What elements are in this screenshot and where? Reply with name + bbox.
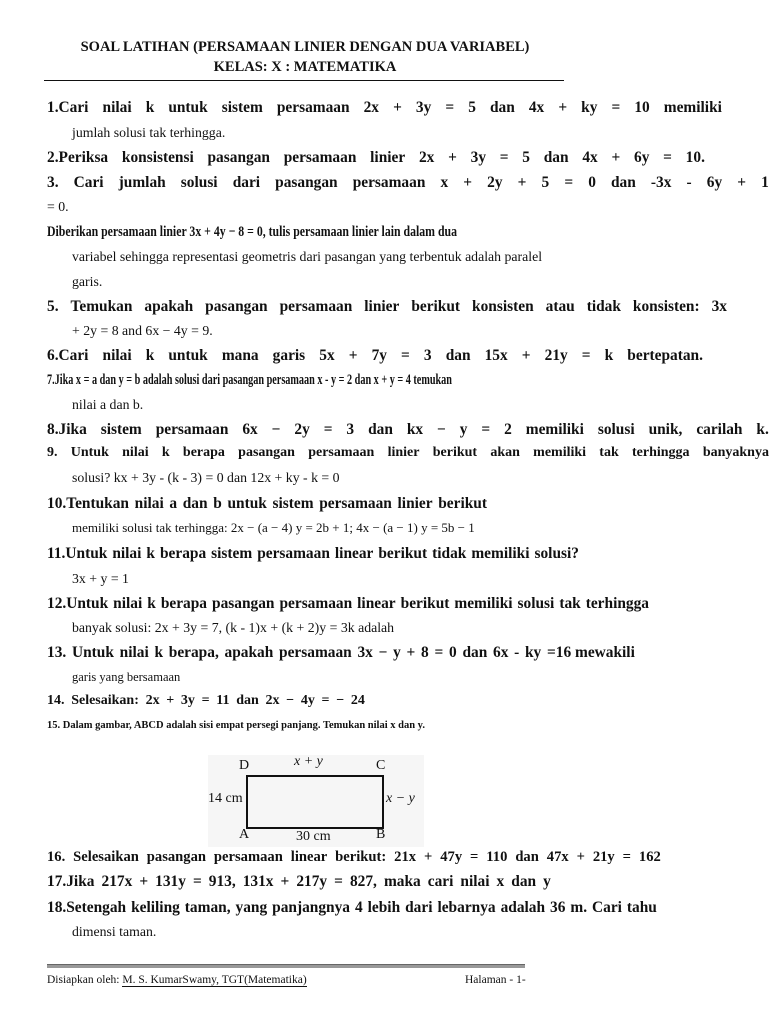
class-label: KELAS: X : MATEMATIKA xyxy=(213,59,397,75)
question-word: 7y xyxy=(371,347,387,364)
question-word: + xyxy=(393,99,402,116)
question-word: pasangan xyxy=(146,849,206,865)
footer-author: M. S. KumarSwamy, TGT(Matematika) xyxy=(122,974,307,986)
question-word: tak xyxy=(599,445,619,460)
question-word: Cari xyxy=(73,174,104,191)
question-word: = xyxy=(481,421,491,438)
question-word: 8.Jika xyxy=(47,421,87,438)
question-word: berapa xyxy=(160,595,208,612)
question-word: Untuk xyxy=(70,445,109,460)
question-word: bertepatan. xyxy=(627,347,703,364)
question-word: 11 xyxy=(216,693,230,708)
question-word: garis xyxy=(272,347,306,364)
question-word: cari xyxy=(427,873,454,890)
vertex-c-label: C xyxy=(376,758,386,773)
question-10-continued: memiliki solusi tak terhingga: 2x − (a − 4) y = 2b + 1; 4x − (a − 1) y = 5b − 1 xyxy=(72,520,475,535)
question-word: dan xyxy=(543,149,569,166)
question-word: dari xyxy=(405,899,433,916)
question-word: 21y xyxy=(592,849,615,865)
question-7-continued: nilai a dan b. xyxy=(72,397,144,412)
question-word: 2x xyxy=(145,693,160,708)
question-word: tahu xyxy=(626,899,657,916)
bottom-side-label: 30 cm xyxy=(296,829,331,844)
question-word: 14. xyxy=(47,693,65,708)
question-word: sistem xyxy=(221,99,263,116)
question-word: persamaan xyxy=(257,545,330,562)
question-word: 217x xyxy=(101,873,133,890)
question-word: = xyxy=(622,849,631,865)
question-word: lebih xyxy=(367,899,401,916)
question-word: berapa xyxy=(182,445,225,460)
question-word: linear xyxy=(290,849,328,865)
question-word: 24 xyxy=(350,693,365,708)
question-word: 3y xyxy=(470,149,487,166)
question-word: 913, xyxy=(208,873,236,890)
question-word: + xyxy=(280,873,290,890)
question-word: adalah xyxy=(500,899,546,916)
question-word: 6x xyxy=(493,644,509,661)
question-word: linier xyxy=(370,149,406,166)
question-word: Temukan xyxy=(70,298,133,315)
question-word: -3x xyxy=(650,174,672,191)
question-12 xyxy=(47,594,649,614)
question-word: berapa, xyxy=(168,644,219,661)
question-word: 36 xyxy=(550,899,566,916)
question-word: persamaan xyxy=(279,595,353,612)
question-word: 12.Untuk xyxy=(47,595,109,612)
question-1 xyxy=(47,98,722,118)
question-word: 21x xyxy=(394,849,417,865)
question-word: 6y xyxy=(706,174,723,191)
question-word: persamaan xyxy=(283,149,357,166)
question-word: nilai xyxy=(102,347,132,364)
question-word: konsistensi xyxy=(121,149,194,166)
question-word: y xyxy=(459,421,468,438)
question-word: dan xyxy=(489,99,515,116)
question-word: linier xyxy=(364,298,400,315)
top-side-label: x + y xyxy=(294,754,323,769)
question-word: unik, xyxy=(648,421,683,438)
question-word: banyaknya xyxy=(702,445,769,460)
question-word: = xyxy=(323,421,333,438)
question-word: 827, xyxy=(349,873,377,890)
question-word: dan xyxy=(462,644,488,661)
question-word: k xyxy=(147,595,156,612)
question-word: 110 xyxy=(486,849,508,865)
left-side-label: 14 cm xyxy=(208,791,243,806)
question-word: persamaan xyxy=(279,298,353,315)
question-word: + xyxy=(576,849,585,865)
question-word: persamaan xyxy=(279,644,352,661)
question-word: = xyxy=(192,873,202,890)
question-word: = xyxy=(564,174,574,191)
question-word: persamaan xyxy=(213,849,283,865)
question-word: = xyxy=(321,693,330,708)
rectangle-abcd xyxy=(246,775,384,829)
question-word: - xyxy=(686,174,692,191)
footer-page-number: Halaman - 1- xyxy=(465,974,526,986)
question-word: pasangan xyxy=(275,174,338,191)
question-word: 15x xyxy=(484,347,508,364)
question-word: 131x xyxy=(242,873,274,890)
question-4-continued-2: garis. xyxy=(72,274,103,289)
question-word: 4x xyxy=(528,99,545,116)
question-word: 5x xyxy=(319,347,335,364)
question-word: 9. xyxy=(47,445,58,460)
question-word: x xyxy=(496,873,505,890)
question-word: yang xyxy=(235,899,268,916)
question-word: 10. xyxy=(685,149,705,166)
question-word: − xyxy=(286,693,295,708)
question-6 xyxy=(47,346,703,366)
question-word: nilai xyxy=(134,495,164,512)
question-5 xyxy=(47,297,727,317)
question-word: maka xyxy=(383,873,421,890)
question-word: konsisten: xyxy=(632,298,700,315)
question-word: berikut xyxy=(400,595,450,612)
footer-prepared-label: Disiapkan oleh: xyxy=(47,974,120,986)
question-word: 13. xyxy=(47,644,67,661)
question-7: 7.Jika x = a dan y = b adalah solusi dari pasangan persamaan x - y = 2 dan x + y = 4 temukan xyxy=(47,372,452,388)
question-word: persamaan xyxy=(319,495,392,512)
question-word: berikut xyxy=(438,495,487,512)
question-word: berikut xyxy=(378,545,428,562)
question-word: nilai xyxy=(112,545,142,562)
question-word: 3x xyxy=(357,644,373,661)
question-word: sistem xyxy=(272,495,314,512)
question-word: memiliki xyxy=(663,99,722,116)
question-word: 6x xyxy=(242,421,258,438)
question-word: dan xyxy=(515,849,539,865)
question-word: 0 xyxy=(588,174,596,191)
question-word: dan xyxy=(511,873,537,890)
question-word: + xyxy=(423,849,433,865)
question-word: 47y xyxy=(440,849,463,865)
question-word: k xyxy=(145,347,155,364)
question-word: + xyxy=(558,99,568,116)
question-5-continued: + 2y = 8 and 6x − 4y = 9. xyxy=(72,323,213,338)
question-word: 21y xyxy=(544,347,568,364)
question-word: 3x xyxy=(711,298,727,315)
question-word: 2x xyxy=(363,99,379,116)
question-word: 47x xyxy=(546,849,569,865)
question-word: atau xyxy=(545,298,575,315)
question-8 xyxy=(47,420,769,440)
question-word: berikut xyxy=(432,445,478,460)
question-10 xyxy=(47,494,487,514)
question-word: 131y xyxy=(155,873,186,890)
question-word: dari xyxy=(232,174,261,191)
question-word: 8 xyxy=(421,644,429,661)
question-word: 6.Cari xyxy=(47,347,89,364)
question-word: − xyxy=(271,421,281,438)
question-word: Selesaikan: xyxy=(71,693,139,708)
question-word: 0 xyxy=(449,644,457,661)
question-13-continued: garis yang bersamaan xyxy=(72,670,181,684)
footer-prepared-by xyxy=(47,973,307,987)
question-word: solusi xyxy=(517,595,555,612)
question-word: 10 xyxy=(634,99,650,116)
footer-divider xyxy=(47,964,525,968)
question-4: Diberikan persamaan linier 3x + 4y − 8 = 0, tulis persamaan linier lain dalam dua xyxy=(47,224,457,240)
question-14 xyxy=(47,691,365,711)
question-word: − xyxy=(437,421,446,438)
question-word: persamaan xyxy=(352,174,426,191)
question-word: 5 xyxy=(522,149,530,166)
question-word: 16. xyxy=(47,849,66,865)
question-word: 2x xyxy=(265,693,280,708)
question-word: linier xyxy=(397,495,433,512)
question-word: + xyxy=(521,347,531,364)
question-word: tak xyxy=(559,595,581,612)
question-word: - xyxy=(514,644,520,661)
question-word: = xyxy=(470,849,479,865)
question-word: 2y xyxy=(294,421,310,438)
question-9-continued: solusi? kx + 3y - (k - 3) = 0 dan 12x + ky - k = 0 xyxy=(72,470,340,485)
question-13 xyxy=(47,643,635,663)
question-word: − xyxy=(336,693,345,708)
question-word: memiliki xyxy=(533,445,587,460)
question-word: 17.Jika xyxy=(47,873,95,890)
question-word: k xyxy=(145,99,155,116)
question-word: y xyxy=(393,644,401,661)
question-word: dan xyxy=(368,421,393,438)
question-word: persamaan xyxy=(276,99,350,116)
question-word: dan xyxy=(445,347,471,364)
question-15: 15. Dalam gambar, ABCD adalah sisi empat persegi panjang. Temukan nilai x dan y. xyxy=(47,719,425,731)
question-word: 162 xyxy=(638,849,661,865)
question-word: mana xyxy=(221,347,259,364)
question-word: =16 mewakili xyxy=(547,644,635,661)
question-3 xyxy=(47,173,769,193)
question-word: nilai xyxy=(119,644,149,661)
question-11 xyxy=(47,544,579,564)
question-word: Selesaikan xyxy=(73,849,139,865)
question-word: solusi? xyxy=(534,545,579,562)
question-word: = xyxy=(334,873,343,890)
question-word: nilai xyxy=(122,445,149,460)
question-word: persamaan xyxy=(155,421,229,438)
question-word: memiliki xyxy=(454,595,513,612)
right-side-label: x − y xyxy=(386,791,415,806)
question-word: untuk xyxy=(168,99,208,116)
question-word: untuk xyxy=(227,495,267,512)
question-9 xyxy=(47,443,769,463)
question-word: = xyxy=(201,693,210,708)
question-word: k xyxy=(604,347,614,364)
question-word: = xyxy=(434,644,444,661)
question-word: 6y xyxy=(634,149,650,166)
question-word: + xyxy=(406,644,416,661)
question-word: 5. xyxy=(47,298,59,315)
question-word: a xyxy=(169,495,178,512)
question-word: dan xyxy=(610,174,636,191)
question-word: pasangan xyxy=(238,445,295,460)
question-word: + xyxy=(517,174,527,191)
question-word: nilai xyxy=(102,99,132,116)
question-16 xyxy=(47,847,661,867)
question-word: lebarnya xyxy=(437,899,496,916)
question-word: 3y xyxy=(415,99,432,116)
question-word: konsisten xyxy=(472,298,534,315)
question-18-continued: dimensi taman. xyxy=(72,924,157,939)
question-18 xyxy=(47,898,657,918)
question-word: k xyxy=(146,545,155,562)
question-word: linear xyxy=(334,545,374,562)
question-word: Cari xyxy=(592,899,622,916)
question-word: taman, xyxy=(184,899,231,916)
question-word: sistem xyxy=(100,421,142,438)
question-word: berikut xyxy=(411,298,461,315)
question-word: panjangnya xyxy=(272,899,350,916)
question-word: berapa xyxy=(159,545,207,562)
question-3-continued: = 0. xyxy=(47,199,69,214)
question-word: + xyxy=(611,149,621,166)
question-word: x xyxy=(440,174,449,191)
question-word: jumlah xyxy=(118,174,166,191)
question-word: 18.Setengah xyxy=(47,899,127,916)
question-word: 1.Cari xyxy=(47,99,89,116)
question-word: 11.Untuk xyxy=(47,545,108,562)
question-word: 5 xyxy=(541,174,550,191)
question-11-continued: 3x + y = 1 xyxy=(72,571,129,586)
question-word: + xyxy=(448,149,457,166)
question-word: 4x xyxy=(582,149,598,166)
question-word: tidak xyxy=(432,545,467,562)
question-word: = xyxy=(445,99,455,116)
question-word: memiliki xyxy=(471,545,530,562)
question-word: 2.Periksa xyxy=(47,149,109,166)
rectangle-figure xyxy=(208,755,424,847)
question-word: + xyxy=(348,347,358,364)
question-word: 3 xyxy=(346,421,355,438)
question-word: + xyxy=(166,693,175,708)
question-word: linear xyxy=(357,595,396,612)
question-word: ky xyxy=(581,99,598,116)
question-word: terhingga xyxy=(632,445,690,460)
question-word: Untuk xyxy=(71,644,114,661)
question-word: + xyxy=(737,174,747,191)
question-word: solusi xyxy=(597,421,635,438)
question-word: m. xyxy=(570,899,588,916)
question-word: k xyxy=(161,445,170,460)
question-word: nilai xyxy=(113,595,143,612)
question-word: 2y xyxy=(487,174,503,191)
question-word: = xyxy=(581,347,591,364)
question-word: 3y xyxy=(180,693,195,708)
question-word: dan xyxy=(182,495,208,512)
question-word: 4 xyxy=(354,899,363,916)
question-word: solusi xyxy=(180,174,218,191)
question-word: y xyxy=(543,873,551,890)
worksheet-title: SOAL LATIHAN (PERSAMAAN LINIER DENGAN DUA VARIABEL) xyxy=(80,39,530,55)
question-word: 217y xyxy=(296,873,328,890)
question-12-continued: banyak solusi: 2x + 3y = 7, (k - 1)x + (k + 2)y = 3k adalah xyxy=(72,620,395,635)
question-word: memiliki xyxy=(525,421,584,438)
question-word: 5 xyxy=(468,99,476,116)
question-word: linier xyxy=(387,445,420,460)
question-word: = xyxy=(611,99,621,116)
question-word: pasangan xyxy=(205,298,268,315)
question-2 xyxy=(47,148,705,168)
question-4-continued: variabel sehingga representasi geometris dari pasangan yang terbentuk adalah paralel xyxy=(72,249,543,264)
question-word: dan xyxy=(236,693,259,708)
question-word: 1 xyxy=(761,174,769,191)
header-divider xyxy=(44,80,564,81)
question-word: keliling xyxy=(131,899,180,916)
question-word: = xyxy=(401,347,410,364)
question-word: ky xyxy=(525,644,542,661)
question-word: apakah xyxy=(144,298,194,315)
vertex-a-label: A xyxy=(239,827,250,842)
question-word: terhingga xyxy=(585,595,649,612)
question-word: 3 xyxy=(423,347,432,364)
question-word: + xyxy=(139,873,149,890)
question-word: berikut: xyxy=(335,849,387,865)
vertex-d-label: D xyxy=(239,758,250,773)
question-word: 2 xyxy=(504,421,512,438)
question-word: sistem xyxy=(211,545,253,562)
question-word: 3. xyxy=(47,174,59,191)
question-word: = xyxy=(499,149,509,166)
question-word: 10.Tentukan xyxy=(47,495,129,512)
question-word: b xyxy=(213,495,222,512)
question-word: = xyxy=(663,149,672,166)
question-word: apakah xyxy=(224,644,274,661)
question-word: + xyxy=(463,174,473,191)
question-word: − xyxy=(378,644,388,661)
vertex-b-label: B xyxy=(376,827,386,842)
question-1-continued: jumlah solusi tak terhingga. xyxy=(72,125,226,140)
question-word: tidak xyxy=(586,298,621,315)
question-word: carilah xyxy=(696,421,743,438)
question-word: pasangan xyxy=(207,149,270,166)
question-word: k xyxy=(154,644,164,661)
question-word: nilai xyxy=(460,873,490,890)
question-word: untuk xyxy=(168,347,208,364)
question-word: k. xyxy=(756,421,769,438)
question-word: persamaan xyxy=(308,445,375,460)
question-word: pasangan xyxy=(212,595,275,612)
question-word: 4y xyxy=(300,693,315,708)
question-word: kx xyxy=(406,421,424,438)
question-word: 2x xyxy=(418,149,435,166)
question-17 xyxy=(47,872,551,892)
question-word: akan xyxy=(490,445,520,460)
